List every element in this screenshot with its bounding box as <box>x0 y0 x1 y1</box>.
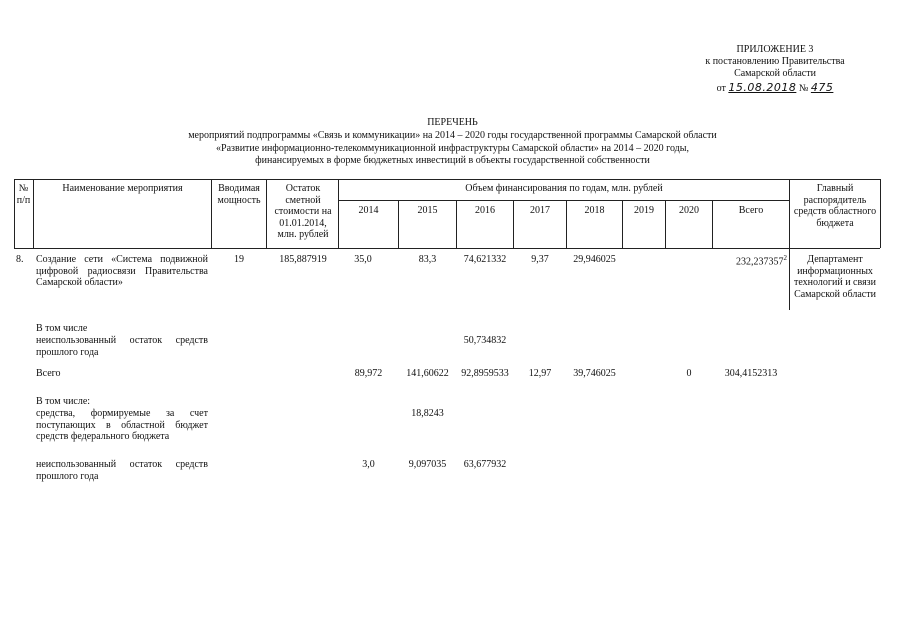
appendix-resolution-line: к постановлению Правительства <box>705 56 845 68</box>
header-funding: Объем финансирования по годам, млн. рублей <box>465 183 663 194</box>
title-line-1: мероприятий подпрограммы «Связь и коммуникации» на 2014 – 2020 годы государственной программы Самарской области <box>188 129 717 141</box>
capacity-value: 19 <box>234 254 244 265</box>
title-line-2: «Развитие информационно-телекоммуникационной инфраструктуры Самарской области» на 2014 – 2020 годы, <box>216 142 689 154</box>
funding-subheader-border <box>338 200 789 201</box>
appendix-date-line <box>680 81 870 95</box>
appendix-header <box>680 44 870 95</box>
value-2016: 74,621332 <box>463 254 507 265</box>
value-2017: 9,37 <box>531 254 549 265</box>
row-label: В том числе: <box>36 396 91 407</box>
value-2018: 39,746025 <box>573 368 616 379</box>
value-2016: 50,734832 <box>463 335 507 346</box>
header-year-2019: 2019 <box>634 205 654 216</box>
title-line-3: финансируемых в форме бюджетных инвестиций в объекты государственной собственности <box>255 155 650 167</box>
row-sublabel: неиспользованный остаток средств прошлого года <box>36 335 208 358</box>
header-year-2016: 2016 <box>475 205 495 216</box>
manager-column-right-line <box>789 248 790 310</box>
total-value <box>713 254 787 268</box>
header-year-2017: 2017 <box>530 205 550 216</box>
row-label: неиспользованный остаток средств прошлого года <box>36 459 208 482</box>
header-remainder: Остаток сметной стоимости на 01.01.2014, млн. рублей <box>274 183 332 240</box>
header-capacity: Вводимая мощность <box>217 183 261 206</box>
table-top-border <box>14 179 880 180</box>
total-value: 304,4152313 <box>724 368 778 379</box>
value-2015: 141,60622 <box>406 368 449 379</box>
remainder-value: 185,887919 <box>279 254 327 265</box>
value-2015: 18,8243 <box>411 408 444 419</box>
row-sublabel: средства, формируемые за счет поступающих в областной бюджет средств федерального бюджета <box>36 408 208 442</box>
value-2016: 63,677932 <box>463 459 507 470</box>
header-year-2020: 2020 <box>679 205 699 216</box>
event-name: Создание сети «Система подвижной цифровой радиосвязи Правительства Самарской области» <box>36 254 208 288</box>
row-label: В том числе <box>36 323 88 334</box>
value-2014: 89,972 <box>354 368 383 379</box>
header-num: № п/п <box>16 183 31 206</box>
number-prefix: № <box>798 82 809 94</box>
value-2017: 12,97 <box>528 368 552 379</box>
appendix-title: ПРИЛОЖЕНИЕ 3 <box>736 44 814 55</box>
col-border-right <box>880 179 881 248</box>
header-manager: Главный распорядитель средств областного бюджета <box>793 183 877 229</box>
document-title: ПЕРЕЧЕНЬ <box>427 117 478 128</box>
manager-value: Департамент информационных технологий и связи Самарской области <box>794 254 876 300</box>
col-border-total <box>789 179 790 248</box>
row-number: 8. <box>16 254 24 265</box>
header-total: Всего <box>738 205 764 216</box>
document-title-block <box>120 117 785 168</box>
handwritten-date: 15.08.2018 <box>728 80 797 94</box>
value-2015: 83,3 <box>418 254 437 265</box>
date-prefix: от <box>716 82 726 94</box>
handwritten-number: 475 <box>810 80 834 94</box>
col-border-capacity <box>266 179 267 248</box>
header-year-2014: 2014 <box>358 205 379 216</box>
header-bottom-border <box>14 248 880 249</box>
header-name: Наименование мероприятия <box>62 183 183 194</box>
value-2014: 35,0 <box>354 254 372 265</box>
value-2020: 0 <box>686 368 692 379</box>
row-label: Всего <box>36 368 61 379</box>
value-2018: 29,946025 <box>573 254 616 265</box>
header-year-2018: 2018 <box>584 205 605 216</box>
footnote-mark: 2 <box>783 254 787 262</box>
header-year-2015: 2015 <box>417 205 438 216</box>
value-2015: 9,097035 <box>408 459 447 470</box>
total-number: 232,237357 <box>736 256 784 268</box>
value-2016: 92,8959533 <box>461 368 509 379</box>
appendix-region-line: Самарской области <box>734 68 816 80</box>
value-2014: 3,0 <box>362 459 375 470</box>
col-border-num <box>33 179 34 248</box>
